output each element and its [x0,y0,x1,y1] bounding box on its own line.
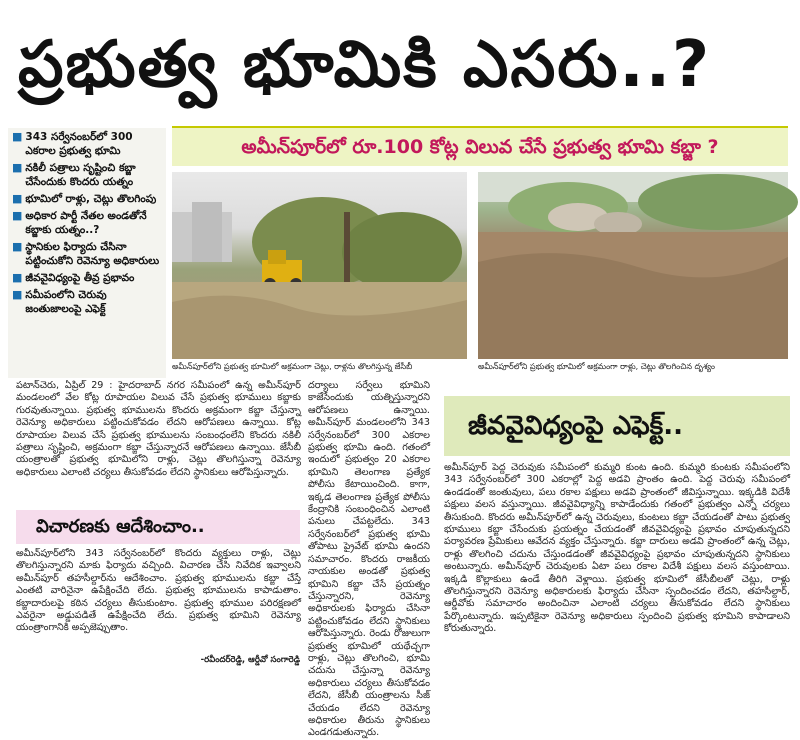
article-body-column-2: దర్యాలు సర్వేలు భూమిని కాజేసేందుకు యత్నిస్తున్నారని ఆరోపణలు ఉన్నాయి. అమీన్‌పూర్ మండలంలోని 343 సర్వేనంబర్‌లో 300 ఎకరాల ప్రభుత్వ భూమి ఉంది. గతంలో ఇందులో ప్రభుత్వం 20 ఎకరాల భూమిని తెలంగాణ ప్రత్యేక పోలీసు కేటాయించింది. కాగా, ఇక్కడ తెలంగాణ ప్రత్యేక పోలీసు కేంద్రానికి సంబంధించిన ఎలాంటి పనులు చేపట్టలేదు. 343 సర్వేనంబర్‌లో ప్రభుత్వ భూమి తోపాటు ప్రైవేట్ భూమి ఉందని సమాచారం. కొందరు రాజకీయ నాయకుల అండతో ప్రభుత్వ భూమిని కబ్జా చేసే ప్రయత్నం చేస్తున్నారని, రెవెన్యూ అధికారులకు ఫిర్యాదు చేసినా పట్టించుకోవడం లేదని స్థానికులు ఆరోపిస్తున్నారు. రెండు రోజులుగా ప్రభుత్వ భూమిలో యథేచ్ఛగా రాళ్లు, చెట్లు తొలగించి, భూమి చదును చేస్తున్నా రెవెన్యూ అధికారులు చర్యలు తీసుకోవడం లేదని, జేసీబీ యంత్రాలను సీజ్ చేయడం లేదని రెవెన్యూ అధికారుల తీరును స్థానికులు ఎండగడుతున్నారు. [308,380,430,739]
bullet-icon: ■ [12,288,23,301]
bullet-icon: ■ [12,130,23,143]
photo-cleared-land-illustration [478,172,788,359]
bullet-icon: ■ [12,209,23,222]
subheading-biodiversity: జీవవైవిధ్యంపై ఎఫెక్ట్.. [444,396,790,456]
bullet-icon: ■ [12,192,23,205]
highlight-item [12,209,162,237]
article-body-column-1: పటాన్‌చెరు, ఏప్రిల్ 29 : హైదరాబాద్ నగర సమీపంలో ఉన్న అమీన్‌పూర్ మండలంలో వేల కోట్ల రూపాయల విలువ చేసే ప్రభుత్వ భూములు కబ్జాకు గురవుతున్నాయి. ప్రభుత్వ భూములను కొందరు అక్రమంగా కబ్జా చేస్తున్నా రెవెన్యూ అధికారులు పట్టించుకోవడం లేదని ఆరోపణలు ఉన్నాయి. కోట్ల రూపాయల విలువ చేసే ప్రభుత్వ భూములను సంబంధంలేని కొందరు నకిలీ పత్రాలు సృష్టించి, అక్రమంగా కబ్జా చేస్తున్నారనే ఆరోపణలు ఉన్నాయి. జేసీబీ యంత్రాలతో ప్రభుత్వ భూమిలోని రాళ్లు, చెట్లు తొలగిస్తున్నా రెవెన్యూ అధికారులు ఎలాంటి చర్యలు తీసుకోవడం లేదని స్థానికులు ఆరోపిస్తున్నారు. [16,380,301,478]
highlight-item [12,192,162,206]
highlight-text: అధికార పార్టీ నేతల అండతోనే కబ్జాకు యత్నం..? [25,210,147,236]
photo-jcb-illustration [172,172,467,359]
quote-byline: -రవీందర్‌రెడ్డి, ఆర్డీవో సంగారెడ్డి [200,655,300,665]
quote-box-body: అమీన్‌పూర్‌లోని 343 సర్వేనంబర్‌లో కొందరు వ్యక్తులు రాళ్లు, చెట్లు తొలగిస్తున్నారని మాకు ఫిర్యాదు వచ్చింది. విచారణ చేసి నివేదిక ఇవ్వాలని అమీన్‌పూర్ తహసీల్దార్‌ను ఆదేశించాం. ప్రభుత్వ భూములను కబ్జా చేస్తే ఎంతటి వారినైనా ఉపేక్షించేది లేదు. ప్రభుత్వ భూములను కాపాడుతాం. కబ్జాదారులపై కఠిన చర్యలు తీసుకుంటాం. ప్రభుత్వ భూముల పరిరక్షణలో ఎవరైనా అడ్డుపడితే ఉపేక్షించేది లేదు. ప్రభుత్వ భూమిని రెవెన్యూ యంత్రాంగానికి అప్పజెప్పుతాం. [16,548,301,634]
highlight-item [12,240,162,268]
highlight-item [12,161,162,189]
photo-caption-left: అమీన్‌పూర్‌లోని ప్రభుత్వ భూమిలో అక్రమంగా చెట్లు, రాళ్లను తొలగిస్తున్న జేసీబీ [172,362,413,371]
bullet-icon: ■ [12,161,23,174]
article-body-column-3: అమీన్‌పూర్ పెద్ద చెరువుకు సమీపంలో కుమ్మరి కుంట ఉంది. కుమ్మరి కుంటకు సమీపంలోని 343 సర్వేనంబర్‌లో 300 ఎకరాల్లో పెద్ద అడవి ప్రాంతం ఉంది. పెద్ద చెరువు సమీపంలో ఉండడంతో జంతువులు, పలు రకాల పక్షులు అడవి ప్రాంతంలో జీవిస్తున్నాయి. ఇక్కడికి విదేశీ పక్షులు వలస వస్తున్నాయి. జీవవైవిధ్యాన్ని కాపాడేందుకు గతంలో ప్రభుత్వం ఎన్నో చర్యలు తీసుకుంది. కొందరు అమీన్‌పూర్‌లో ఉన్న చెరువులు, కుంటలు కబ్జా చేయడంతో పాటు ప్రభుత్వ భూములు కబ్జా చేసేందుకు ప్రయత్నం చేయడంతో జీవవైవిధ్యంపై ప్రభావం చూపుతున్నదని పర్యావరణ ప్రేమికులు ఆవేదన వ్యక్తం చేస్తున్నారు. కబ్జా దారులు అడవి ప్రాంతంలో ఉన్న చెట్లు, రాళ్లు తొలగించి చదును చేస్తుండడంతో జీవవైవిధ్యంపై ప్రభావం చూపుతున్నదని స్థానికులు అంటున్నారు. అమీన్‌పూర్ చెరువులకు ఏటా పలు రకాల విదేశీ పక్షులు వలస వస్తుంటాయి. ఇక్కడి కొల్లాకులు ఉండే తీరిగి వెళ్లాయి. ప్రభుత్వ భూమిలో జేసీబీలతో చెట్లు, రాళ్లు తొలగిస్తున్నారని రెవెన్యూ అధికారులకు ఫిర్యాదు చేసినా స్పందించడం లేదని, తహసీల్దార్, ఆర్డీవోకు సమాచారం అందించినా ఎలాంటి చర్యలు తీసుకోవడం లేదని స్థానికులు పేర్కొంటున్నారు. ఇప్పటికైనా రెవెన్యూ అధికారులు స్పందించి ప్రభుత్వ భూమిని కాపాడాలని కోరుతున్నారు. [444,462,790,635]
headline: ప్రభుత్వ భూమికి ఎసరు..? [18,28,712,102]
highlight-item [12,130,162,158]
highlight-text: స్థానికుల ఫిర్యాదు చేసినా పట్టించుకోని రెవెన్యూ అధికారులు [25,241,160,267]
highlights-box [8,128,166,378]
photo-cleared-land [478,172,788,359]
highlight-text: జీవవైవిధ్యంపై తీవ్ర ప్రభావం [25,272,135,284]
photo-caption-right: అమీన్‌పూర్‌లోని ప్రభుత్వ భూమిలో అక్రమంగా రాళ్లు, చెట్లు తొలగించిన దృశ్యం [478,362,715,371]
highlight-item [12,271,162,285]
highlight-text: భూమిలో రాళ్లు, చెట్లు తొలగింపు [25,193,157,205]
highlight-text: నకిలీ పత్రాలు సృష్టించి కబ్జా చేసేందుకు కొందరు యత్నం [25,162,136,188]
highlight-text: 343 సర్వేనంబర్‌లో 300 ఎకరాల ప్రభుత్వ భూమి [25,131,133,157]
highlight-text: సమీపంలోని చెరువు జంతుజాలంపై ఎఫెక్ట్ [25,289,107,315]
bullet-icon: ■ [12,271,23,284]
kicker-banner: అమీన్‌పూర్‌లో రూ.100 కోట్ల విలువ చేసే ప్రభుత్వ భూమి కబ్జా ? [172,126,788,166]
bullet-icon: ■ [12,240,23,253]
quote-box-heading: విచారణకు ఆదేశించాం.. [16,510,300,544]
photo-jcb-clearing-land [172,172,467,359]
highlight-item [12,288,162,316]
